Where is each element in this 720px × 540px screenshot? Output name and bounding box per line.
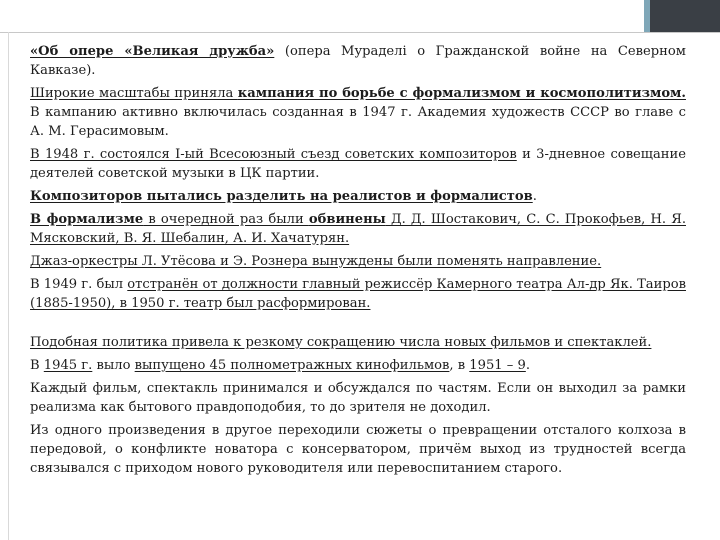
split-period: . bbox=[532, 189, 537, 204]
tairov-year: В 1949 г. был bbox=[30, 277, 128, 292]
film-year-1945: 1945 г. bbox=[43, 358, 93, 373]
formalism-label: В формализме bbox=[30, 212, 144, 227]
split-text: Композиторов пытались разделить на реалистов и формалистов bbox=[30, 189, 533, 204]
slide-left-rule bbox=[8, 32, 9, 540]
campaign-academy: В кампанию активно включилась созданная в 1947 г. Академия художеств СССР во главе с А. М. Герасимовым. bbox=[30, 105, 686, 139]
paragraph-jazz bbox=[30, 252, 686, 271]
paragraph-discussion bbox=[30, 379, 686, 417]
congress-text: В 1948 г. состоялся I-ый Всесоюзный съезд советских композиторов bbox=[30, 147, 517, 162]
slide-corner-block bbox=[650, 0, 720, 32]
congress-meeting: и 3-дневное совещание деятелей советской музыки в ЦК партии. bbox=[30, 147, 686, 181]
policy-text: Подобная политика привела к резкому сокращению числа новых фильмов и спектаклей. bbox=[30, 335, 652, 350]
paragraph-tairov bbox=[30, 275, 686, 313]
film-count-end: . bbox=[525, 358, 530, 373]
slide-top-frame bbox=[0, 0, 720, 33]
paragraph-campaign bbox=[30, 84, 686, 141]
paragraph-film-count bbox=[30, 356, 686, 375]
slide-body bbox=[30, 42, 686, 482]
film-count-verb: выло bbox=[92, 358, 135, 373]
paragraph-split-composers bbox=[30, 187, 686, 206]
film-count-sep: , в bbox=[449, 358, 470, 373]
formalism-connector: в очередной раз были bbox=[143, 212, 309, 227]
decree-title: «Об опере «Великая дружба» bbox=[30, 44, 275, 59]
plots-text: Из одного произведения в другое переходили сюжеты о превращении отсталого колхоза в передовой, о конфликте новатора с консерватором, причём выход из трудностей всегда связывался с приходом нового руководителя или перевоспитанием старого. bbox=[30, 423, 686, 476]
film-count-prefix: В bbox=[30, 358, 44, 373]
paragraph-formalism-accused bbox=[30, 210, 686, 248]
paragraph-opera-decree bbox=[30, 42, 686, 80]
paragraph-policy-result bbox=[30, 333, 686, 352]
decree-note: (опера Мураделі о Гражданской войне на Северном Кавказе). bbox=[30, 44, 686, 78]
jazz-text: Джаз-оркестры Л. Утёсова и Э. Рознера вынуждены были поменять направление. bbox=[30, 254, 602, 269]
tairov-text: отстранён от должности главный режиссёр Камерного театра Ал-др Як. Таиров (1885-1950), в 1950 г. театр был расформирован. bbox=[30, 277, 686, 311]
accused-names: Д. Д. Шостакович, С. С. Прокофьев, Н. Я. Мясковский, В. Я. Шебалин, А. И. Хачатурян. bbox=[30, 212, 686, 246]
film-count-1945: выпущено 45 полнометражных кинофильмов bbox=[134, 358, 450, 373]
accused-label: обвинены bbox=[308, 212, 386, 227]
campaign-highlight: кампания по борьбе с формализмом и космополитизмом. bbox=[237, 86, 686, 101]
campaign-intro: Широкие масштабы приняла bbox=[30, 86, 238, 101]
paragraph-plots bbox=[30, 421, 686, 478]
film-count-1951: 1951 – 9 bbox=[469, 358, 526, 373]
paragraph-composers-congress bbox=[30, 145, 686, 183]
discussion-text: Каждый фильм, спектакль принимался и обсуждался по частям. Если он выходил за рамки реализма как бытового правдоподобия, то до зрителя не доходил. bbox=[30, 381, 686, 415]
